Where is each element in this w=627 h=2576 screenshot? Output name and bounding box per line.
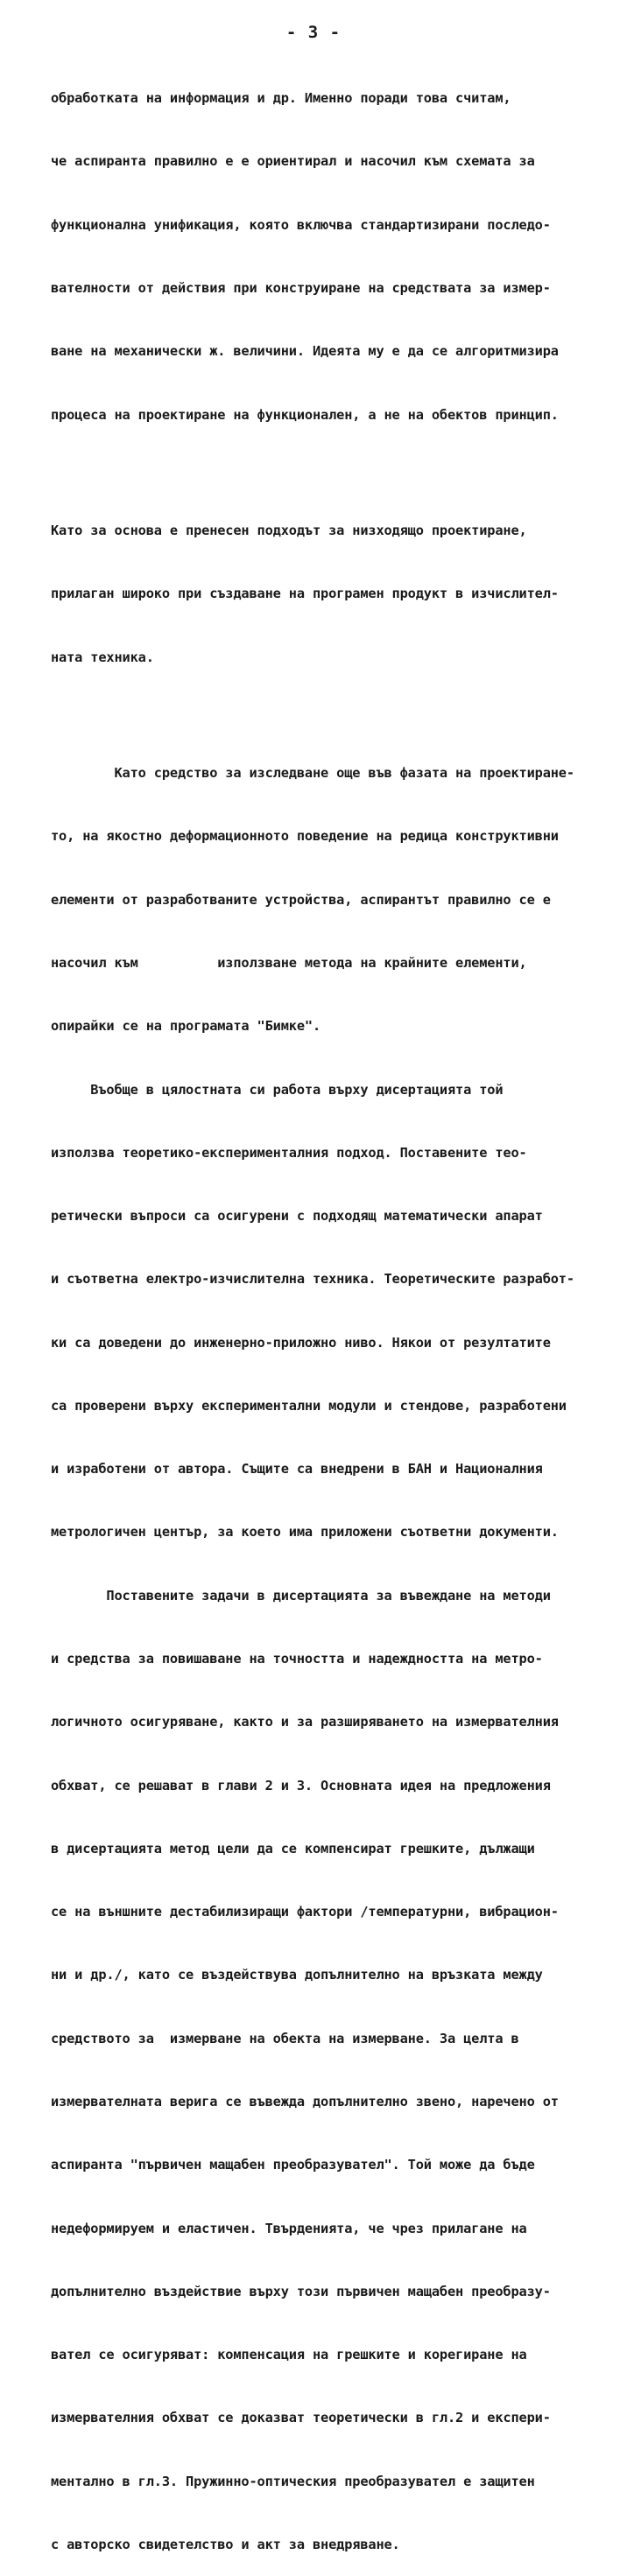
text-line: обхват, се решават в глави 2 и 3. Основната идея на предложения bbox=[51, 1777, 551, 1793]
text-line: се на външните дестабилизиращи фактори /температурни, вибрацион- bbox=[51, 1904, 559, 1920]
text-line: Въобще в цялостната си работа върху дисертацията той bbox=[51, 1081, 504, 1098]
text-line: Поставените задачи в дисертацията за въвеждане на методи bbox=[51, 1587, 551, 1604]
text-line: Като за основа е пренесен подходът за низходящо проектиране, bbox=[51, 523, 527, 539]
text-line: използва теоретико-експерименталния подход. Поставените тео- bbox=[51, 1144, 527, 1161]
text-line: насочил към използване метода на крайните елементи, bbox=[51, 954, 527, 971]
text-line: средството за измерване на обекта на измерване. За целта в bbox=[51, 2030, 519, 2046]
text-line: логичното осигуряване, както и за разширяването на измервателния bbox=[51, 1714, 559, 1730]
text-line: вателности от действия при конструиране на средствата за измер- bbox=[51, 280, 551, 297]
text-line: вател се осигуряват: компенсация на грешките и корегиране на bbox=[51, 2347, 527, 2363]
document-body bbox=[51, 46, 611, 2576]
text-line: Като средство за изследване още във фазата на проектиране- bbox=[51, 765, 574, 782]
page-number: - 3 - bbox=[285, 23, 342, 42]
text-line: процеса на проектиране на функционален, а не на обектов принцип. bbox=[51, 406, 559, 423]
text-line: обработката на информация и др. Именно поради това считам, bbox=[51, 90, 511, 107]
text-line: допълнително въздействие върху този първичен мащабен преобразу- bbox=[51, 2283, 551, 2299]
text-line: ване на механически ж. величини. Идеята му е да се алгоритмизира bbox=[51, 343, 559, 360]
text-line: са проверени върху експериментални модули и стендове, разработени bbox=[51, 1397, 567, 1414]
text-line: и средства за повишаване на точността и надеждността на метро- bbox=[51, 1651, 543, 1667]
text-line: метрологичен център, за което има приложени съответни документи. bbox=[51, 1524, 559, 1541]
text-line: недеформируем и еластичен. Твърденията, че чрез прилагане на bbox=[51, 2220, 527, 2236]
text-line: ната техника. bbox=[51, 649, 154, 665]
text-line: в дисертацията метод цели да се компенсират грешките, дължащи bbox=[51, 1840, 535, 1857]
text-line: функционална унификация, която включва стандартизирани последо- bbox=[51, 216, 551, 233]
text-line: ретически въпроси са осигурени с подходящ математически апарат bbox=[51, 1208, 543, 1225]
text-line: ментално в гл.3. Пружинно-оптическия преобразувател е защитен bbox=[51, 2473, 535, 2489]
text-line: прилаган широко при създаване на програмен продукт в изчислител- bbox=[51, 586, 559, 602]
text-line: и изработени от автора. Същите са внедрени в БАН и Националния bbox=[51, 1461, 543, 1478]
text-line: че аспиранта правилно е е ориентирал и насочил към схемата за bbox=[51, 153, 535, 170]
text-line: с авторско свидетелство и акт за внедряване. bbox=[51, 2536, 400, 2552]
text-line: опирайки се на програмата "Бимке". bbox=[51, 1018, 321, 1035]
text-line: и съответна електро-изчислителна техника. Теоретическите разработ- bbox=[51, 1271, 574, 1288]
text-line: ни и др./, като се въздействува допълнително на връзката между bbox=[51, 1967, 543, 1983]
text-line: елементи от разработваните устройства, аспирантът правилно се е bbox=[51, 891, 551, 908]
text-line: ки са доведени до инженерно-приложно ниво. Някои от резултатите bbox=[51, 1334, 551, 1351]
text-line: то, на якостно деформационното поведение на редица конструктивни bbox=[51, 828, 559, 845]
text-line: измервателния обхват се доказват теоретически в гл.2 и експери- bbox=[51, 2410, 551, 2426]
text-line: измервателната верига се въвежда допълнително звено, наречено от bbox=[51, 2094, 559, 2109]
text-line: аспиранта "първичен мащабен преобразувател". Той може да бъде bbox=[51, 2157, 535, 2173]
